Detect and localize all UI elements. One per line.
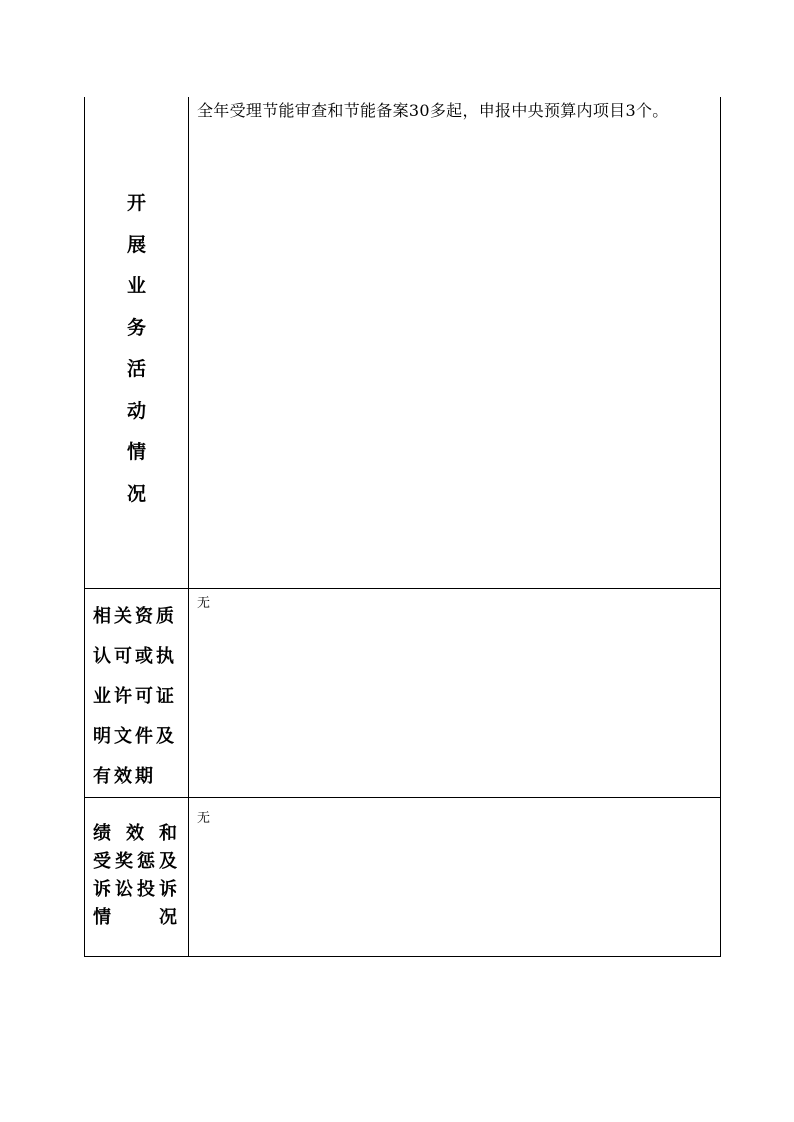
label-line: 认可或执	[93, 645, 177, 667]
qualifications-text: 无	[197, 595, 211, 611]
row-qualifications	[85, 588, 721, 797]
label-char: 动	[126, 399, 146, 422]
label-qualifications	[85, 589, 188, 797]
label-char: 展	[126, 233, 146, 256]
label-char: 和	[159, 822, 177, 844]
label-char: 况	[126, 482, 146, 505]
label-char: 况	[159, 906, 177, 928]
content-cell-performance	[189, 797, 721, 956]
label-char: 绩	[93, 822, 111, 844]
label-char: 及	[159, 850, 177, 872]
content-cell-qualifications	[189, 588, 721, 797]
content-cell-business-activities	[189, 97, 721, 588]
label-char: 务	[126, 316, 146, 339]
label-char: 情	[93, 906, 111, 928]
label-cell-qualifications	[85, 588, 189, 797]
performance-text: 无	[197, 810, 211, 826]
label-char: 活	[126, 358, 146, 380]
label-line	[93, 848, 177, 876]
label-char: 受	[93, 850, 111, 872]
label-char: 诉	[159, 878, 177, 900]
row-performance	[85, 797, 721, 956]
row-business-activities	[85, 97, 721, 588]
label-char: 情	[126, 441, 146, 463]
business-activities-text: 全年受理节能审查和节能备案30多起，申报中央预算内项目3个。	[197, 101, 669, 120]
label-char: 讼	[115, 878, 133, 900]
label-line	[93, 904, 177, 932]
label-char: 效	[126, 822, 144, 844]
label-char: 诉	[93, 878, 111, 900]
label-char: 惩	[137, 850, 155, 872]
label-line	[93, 820, 177, 848]
label-cell-performance	[85, 797, 189, 956]
report-form-table	[84, 97, 721, 957]
label-char: 业	[126, 275, 146, 297]
label-line: 相关资质	[93, 605, 177, 627]
label-business-activities	[127, 183, 146, 515]
label-char: 开	[126, 192, 146, 214]
label-char: 奖	[115, 850, 133, 872]
label-line: 有效期	[93, 765, 156, 787]
label-line: 明文件及	[93, 725, 177, 747]
label-cell-business-activities	[85, 97, 189, 588]
label-line: 业许可证	[93, 685, 177, 707]
label-char: 投	[137, 878, 155, 900]
label-performance	[85, 798, 188, 932]
label-line	[93, 876, 177, 904]
